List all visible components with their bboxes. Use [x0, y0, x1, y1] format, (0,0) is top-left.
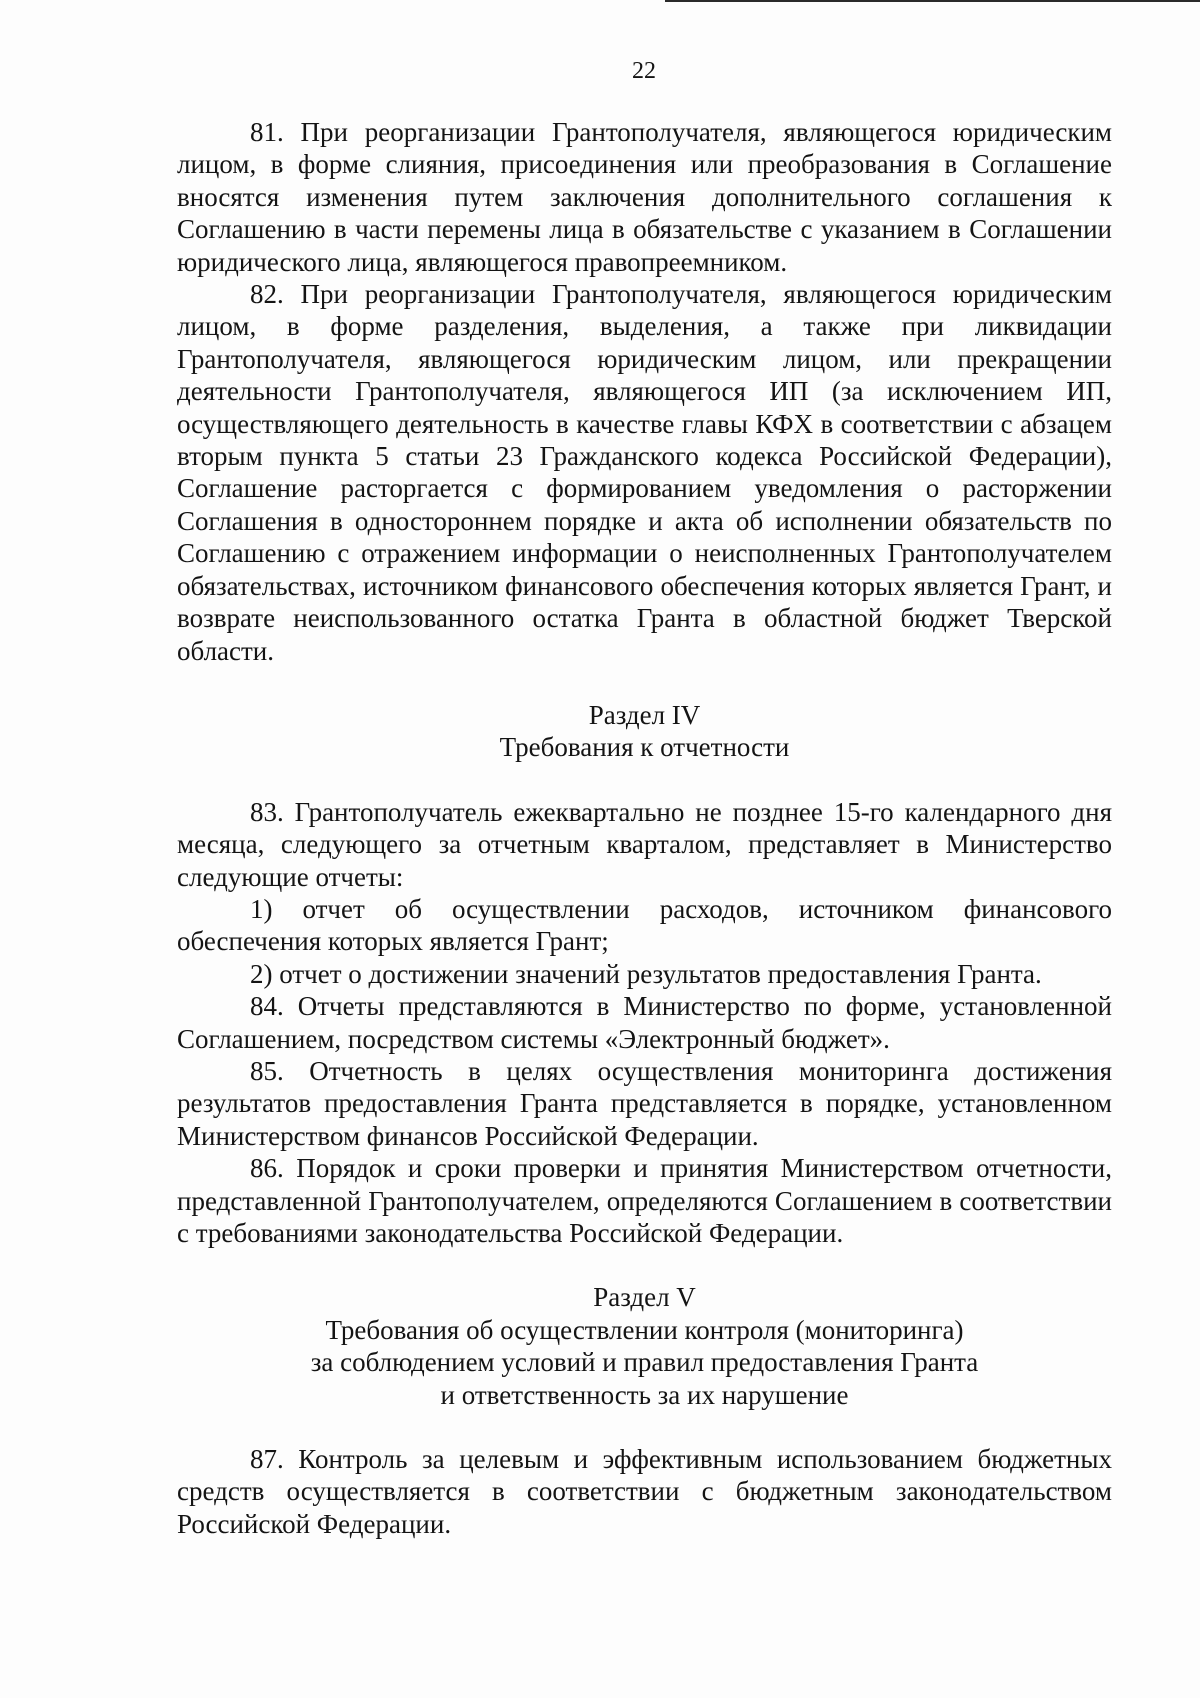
paragraph-83-item-1: 1) отчет об осуществлении расходов, источником финансового обеспечения которых является Грант; — [177, 893, 1112, 957]
section-5-title-line-3: и ответственность за их нарушение — [440, 1379, 849, 1410]
paragraph-84: 84. Отчеты представляются в Министерство по форме, установленной Соглашением, посредством системы «Электронный бюджет». — [177, 991, 1112, 1054]
paragraph-83-item-2: 2) отчет о достижении значений результатов предоставления Гранта. — [250, 958, 1042, 989]
document-body — [177, 116, 1112, 1540]
section-5-title-line-1: Требования об осуществлении контроля (мониторинга) — [325, 1314, 964, 1345]
paragraph-82: 82. При реорганизации Грантополучателя, являющегося юридическим лицом, в форме разделения, выделения, а также при ликвидации Грантополучателя, являющегося юридическим лицом, или прекращении деятельности Грантополучателя, являющегося ИП (за исключением ИП, осуществляющего деятельность в качестве главы КФХ в соответствии с абзацем вторым пункта 5 статьи 23 Гражданского кодекса Российской Федерации), Соглашение расторгается с формированием уведомления о расторжении Соглашения в одностороннем порядке и акта об исполнении обязательств по Соглашению с отражением информации о неисполненных Грантополучателем обязательствах, источником финансового обеспечения которых является Грант, и возврате неиспользованного остатка Гранта в областной бюджет Тверской области. — [177, 279, 1112, 666]
paragraph-85: 85. Отчетность в целях осуществления мониторинга достижения результатов предоставления Гранта представляется в порядке, установленном Министерством финансов Российской Федерации. — [177, 1055, 1112, 1151]
paragraph-87: 87. Контроль за целевым и эффективным использованием бюджетных средств осуществляется в соответствии с бюджетным законодательством Российской Федерации. — [177, 1444, 1112, 1539]
scan-top-edge — [665, 0, 1200, 2]
page-number: 22 — [632, 58, 656, 84]
section-4-title: Требования к отчетности — [499, 732, 790, 763]
paragraph-86: 86. Порядок и сроки проверки и принятия Министерством отчетности, представленной Грантополучателем, определяются Соглашением в соответствии с требованиями законодательства Российской Федерации. — [177, 1153, 1112, 1248]
section-5-title-line-2: за соблюдением условий и правил предоставления Гранта — [310, 1347, 979, 1378]
section-5-label: Раздел V — [593, 1282, 696, 1313]
section-4-label: Раздел IV — [588, 699, 701, 730]
paragraph-81: 81. При реорганизации Грантополучателя, являющегося юридическим лицом, в форме слияния, присоединения или преобразования в Соглашение вносятся изменения путем заключения дополнительного соглашения к Соглашению в части перемены лица в обязательстве с указанием в Соглашении юридического лица, являющегося правопреемником. — [177, 117, 1112, 277]
paragraph-83: 83. Грантополучатель ежеквартально не позднее 15-го календарного дня месяца, следующего за отчетным кварталом, представляет в Министерство следующие отчеты: — [177, 796, 1112, 892]
